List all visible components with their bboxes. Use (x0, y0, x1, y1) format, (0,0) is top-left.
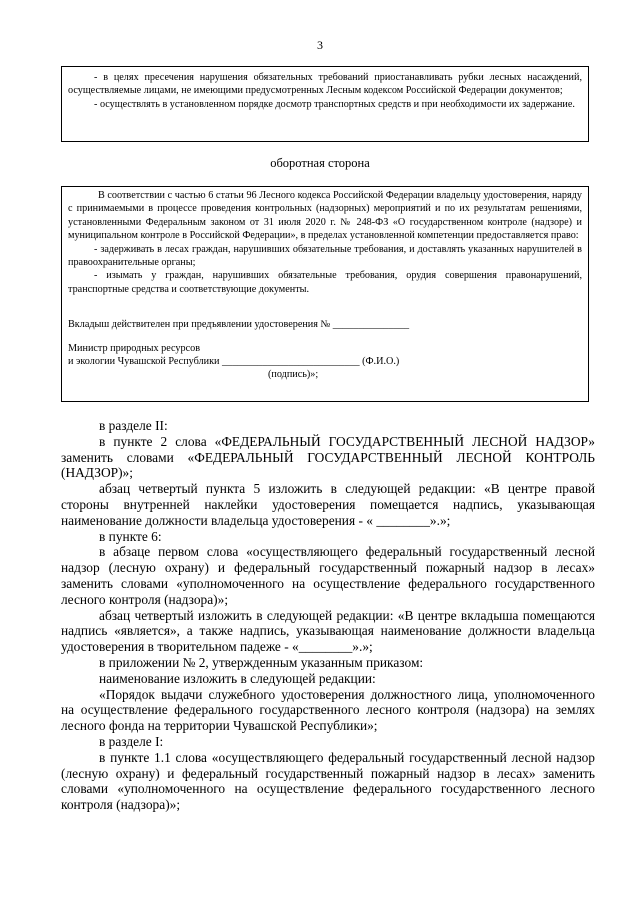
page-number: 3 (317, 38, 323, 52)
signature-line: и экологии Чувашской Республики ___________________________ (Ф.И.О.) (68, 356, 400, 368)
main-text (61, 418, 595, 813)
paragraph: в пункте 6: (99, 528, 162, 544)
box-paragraph: - в целях пресечения нарушения обязательных требований приостанавливать рубки лесных насаждений, осуществляемые лицами, не имеющими предусмотренных Лесным кодексом Российской Федерации документов; (68, 72, 582, 97)
box-paragraph: - осуществлять в установленном порядке досмотр транспортных средств и при необходимости их задержание. (94, 98, 575, 110)
paragraph: в абзаце первом слова «осуществляющего федеральный государственный лесной надзор (лесную охрану) и федеральный государственный пожарный надзор в лесах» заменить словами «уполномоченного на осуществление федерального государственного лесного контроля (надзора)»; (61, 544, 595, 607)
reverse-side-title: оборотная сторона (270, 156, 370, 170)
paragraph: «Порядок выдачи служебного удостоверения должностного лица, уполномоченного на осуществление федерального государственного лесного контроля (надзора) на землях лесного фонда на территории Чувашской Республики»; (61, 686, 595, 734)
paragraph: абзац четвертый изложить в следующей редакции: «В центре вкладыша помещаются надпись «является», а также надпись, указывающая наименование должности владельца удостоверения в творительном падеже - «________».»; (61, 607, 595, 655)
paragraph: в разделе I: (99, 733, 164, 749)
paragraph: в разделе II: (99, 418, 168, 433)
paragraph: в пункте 2 слова «ФЕДЕРАЛЬНЫЙ ГОСУДАРСТВЕННЫЙ ЛЕСНОЙ НАДЗОР» заменить словами «ФЕДЕРАЛЬНЫЙ ГОСУДАРСТВЕННЫЙ ЛЕСНОЙ КОНТРОЛЬ (НАДЗОР)»; (61, 433, 595, 481)
signature-title: Министр природных ресурсов (68, 342, 201, 354)
paragraph: абзац четвертый пункта 5 изложить в следующей редакции: «В центре правой стороны внутренней наклейки удостоверения помещается надпись, указывающая наименование должности владельца удостоверения - « ________».»; (61, 481, 595, 528)
reverse-item: - задерживать в лесах граждан, нарушивших обязательные требования, и доставлять указанных нарушителей в правоохранительные органы; (68, 243, 582, 269)
reverse-intro: В соответствии с частью 6 статьи 96 Лесного кодекса Российской Федерации владельцу удостоверения, наряду с принимаемыми в процессе проведения контрольных (надзорных) мероприятий и по их результатам решениями, установленными Федеральным законом от 31 июля 2020 г. № 248-ФЗ «О государственном контроле (надзоре) и муниципальном контроле в Российской Федерации», в пределах установленной компетенции предоставляется право: (68, 190, 582, 242)
insert-reverse-box (61, 186, 589, 402)
paragraph: в приложении № 2, утвержденным указанным приказом: (99, 654, 424, 670)
paragraph: в пункте 1.1 слова «осуществляющего федеральный государственный лесной надзор (лесную охрану) и федеральный государственный пожарный надзор в лесах» заменить словами «уполномоченного на осуществление федерального государственного лесного контроля (надзора)»; (61, 749, 595, 813)
inner-sticker-box (61, 66, 589, 142)
signature-caption: (подпись)»; (268, 369, 319, 381)
paragraph: наименование изложить в следующей редакции: (99, 670, 376, 686)
reverse-item: - изымать у граждан, нарушивших обязательные требования, орудия совершения правонарушений, транспортные средства и соответствующие документы. (68, 270, 582, 295)
validity-line: Вкладыш действителен при предъявлении удостоверения № _______________ (68, 319, 410, 331)
